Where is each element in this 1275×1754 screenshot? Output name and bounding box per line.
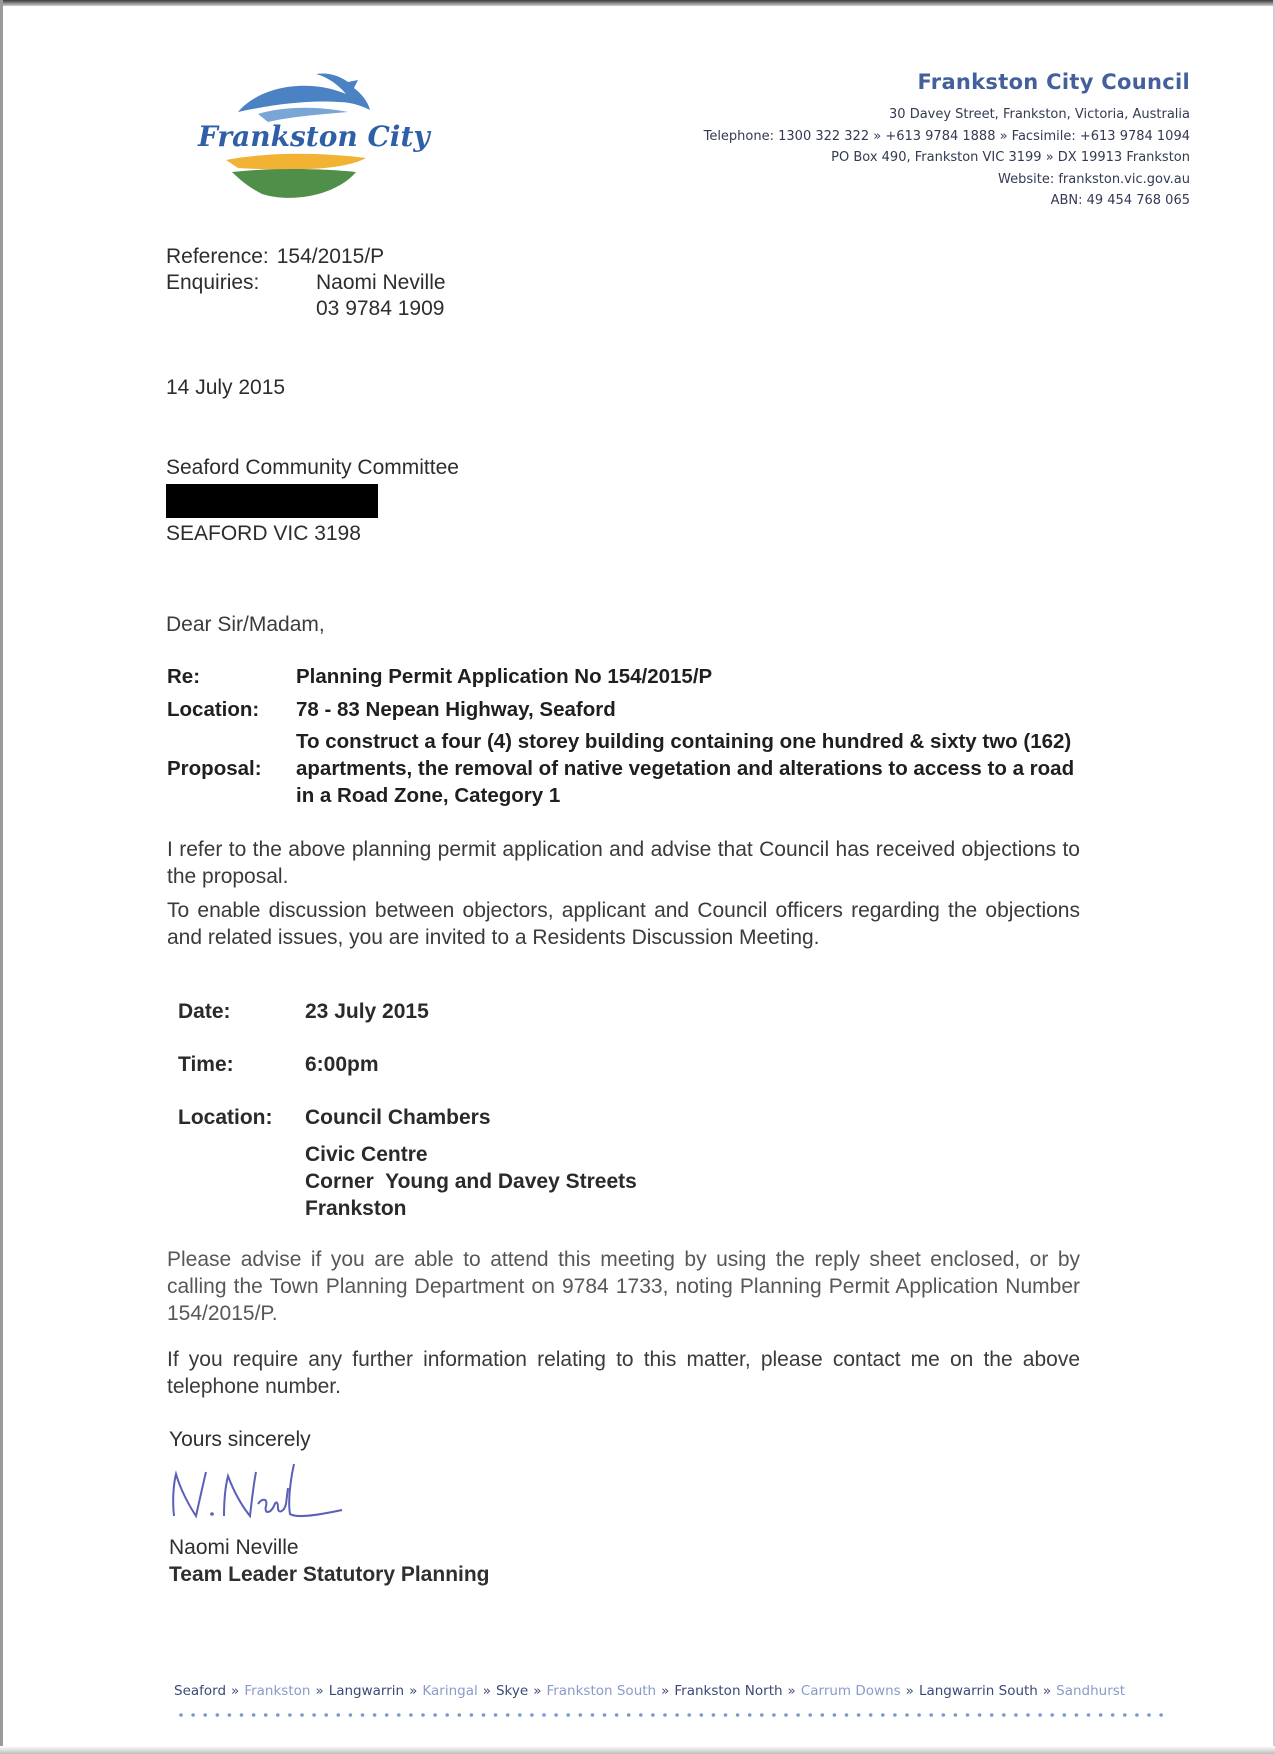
footer-suburb: Skye <box>495 1683 529 1699</box>
council-abn: ABN: 49 454 768 065 <box>1050 193 1190 208</box>
meeting-location-line-1: Council Chambers <box>305 1106 491 1129</box>
location-value: 78 - 83 Nepean Highway, Seaford <box>296 698 616 721</box>
page-edge-top <box>0 0 1275 6</box>
enquiries-label: Enquiries: <box>166 271 260 294</box>
enquiries-name: Naomi Neville <box>316 271 446 294</box>
council-telephone: Telephone: 1300 322 322 » +613 9784 1888 » Facsimile: +613 9784 1094 <box>703 128 1190 144</box>
meeting-date-label: Date: <box>178 1000 231 1023</box>
meeting-time-value: 6:00pm <box>305 1053 379 1076</box>
council-header <box>704 70 1190 212</box>
signer-title: Team Leader Statutory Planning <box>169 1563 490 1586</box>
meeting-time-label: Time: <box>178 1053 234 1076</box>
meeting-location-line-2: Civic Centre <box>305 1143 428 1166</box>
meeting-location-line-4: Frankston <box>305 1197 407 1220</box>
frankston-city-logo <box>198 68 430 216</box>
footer-suburb: Frankston South <box>546 1683 657 1699</box>
footer-suburb: Sandhurst <box>1056 1683 1126 1699</box>
body-paragraph-4: If you require any further information relating to this matter, please contact me on the above telephone number. <box>167 1348 1080 1398</box>
logo-wordmark: Frankston City <box>198 120 430 153</box>
body-paragraph-2: To enable discussion between objectors, applicant and Council officers regarding the objections and related issues, you are invited to a Residents Discussion Meeting. <box>167 899 1080 949</box>
council-po-box: PO Box 490, Frankston VIC 3199 » DX 19913 Frankston <box>831 150 1190 165</box>
footer-suburb: Seaford <box>174 1683 227 1699</box>
page-edge-left <box>0 0 3 1754</box>
recipient-address <box>166 455 459 547</box>
salutation: Dear Sir/Madam, <box>166 613 325 636</box>
re-label: Re: <box>167 665 201 688</box>
meeting-location-label: Location: <box>178 1106 273 1129</box>
sign-off: Yours sincerely <box>169 1428 311 1451</box>
council-address: 30 Davey Street, Frankston, Victoria, Australia <box>889 107 1190 122</box>
footer-suburb: Langwarrin <box>328 1683 405 1699</box>
proposal-value: To construct a four (4) storey building containing one hundred & sixty two (162) apartments, the removal of native vegetation and alterations to access to a road in a Road Zone, Category 1 <box>296 730 1075 807</box>
enquiries-phone: 03 9784 1909 <box>316 297 445 320</box>
re-value: Planning Permit Application No 154/2015/P <box>296 665 713 688</box>
page-edge-bottom <box>0 1746 1275 1754</box>
redacted-street-address <box>166 484 378 518</box>
footer-suburb: Karingal <box>422 1683 478 1699</box>
reference-block <box>166 244 446 322</box>
footer-suburb: Langwarrin South <box>918 1683 1038 1699</box>
footer-dotted-rule <box>178 1712 1168 1718</box>
re-block <box>167 660 1086 809</box>
footer-suburb: Frankston North <box>674 1683 783 1699</box>
footer-suburbs: Seaford » Frankston » Langwarrin » Karingal » Skye » Frankston South » Frankston North » Carrum Downs » Langwarrin South » Sandhurst <box>174 1683 1126 1699</box>
meeting-location-line-3: Corner Young and Davey Streets <box>305 1170 637 1193</box>
body-paragraph-3: Please advise if you are able to attend this meeting by using the reply sheet enclosed, or by calling the Town Planning Department on 9784 1733, noting Planning Permit Application Number 154/2015/P. <box>167 1248 1080 1325</box>
reference-label: Reference: <box>166 245 269 268</box>
handwritten-signature <box>166 1458 366 1538</box>
proposal-label: Proposal: <box>167 757 262 780</box>
council-name: Frankston City Council <box>917 70 1190 94</box>
footer-suburb: Frankston <box>244 1683 311 1699</box>
body-paragraph-1: I refer to the above planning permit application and advise that Council has received objections to the proposal. <box>167 838 1080 888</box>
recipient-name: Seaford Community Committee <box>166 456 459 479</box>
signer-block <box>169 1534 490 1588</box>
location-label: Location: <box>167 698 260 721</box>
meeting-date-value: 23 July 2015 <box>305 1000 429 1023</box>
meeting-details <box>178 998 637 1222</box>
letter-date: 14 July 2015 <box>166 376 286 399</box>
council-website: Website: frankston.vic.gov.au <box>998 171 1190 187</box>
reference-value: 154/2015/P <box>276 245 385 268</box>
signer-name: Naomi Neville <box>169 1536 299 1559</box>
footer-suburb: Carrum Downs <box>800 1683 901 1699</box>
recipient-city: SEAFORD VIC 3198 <box>166 522 361 545</box>
